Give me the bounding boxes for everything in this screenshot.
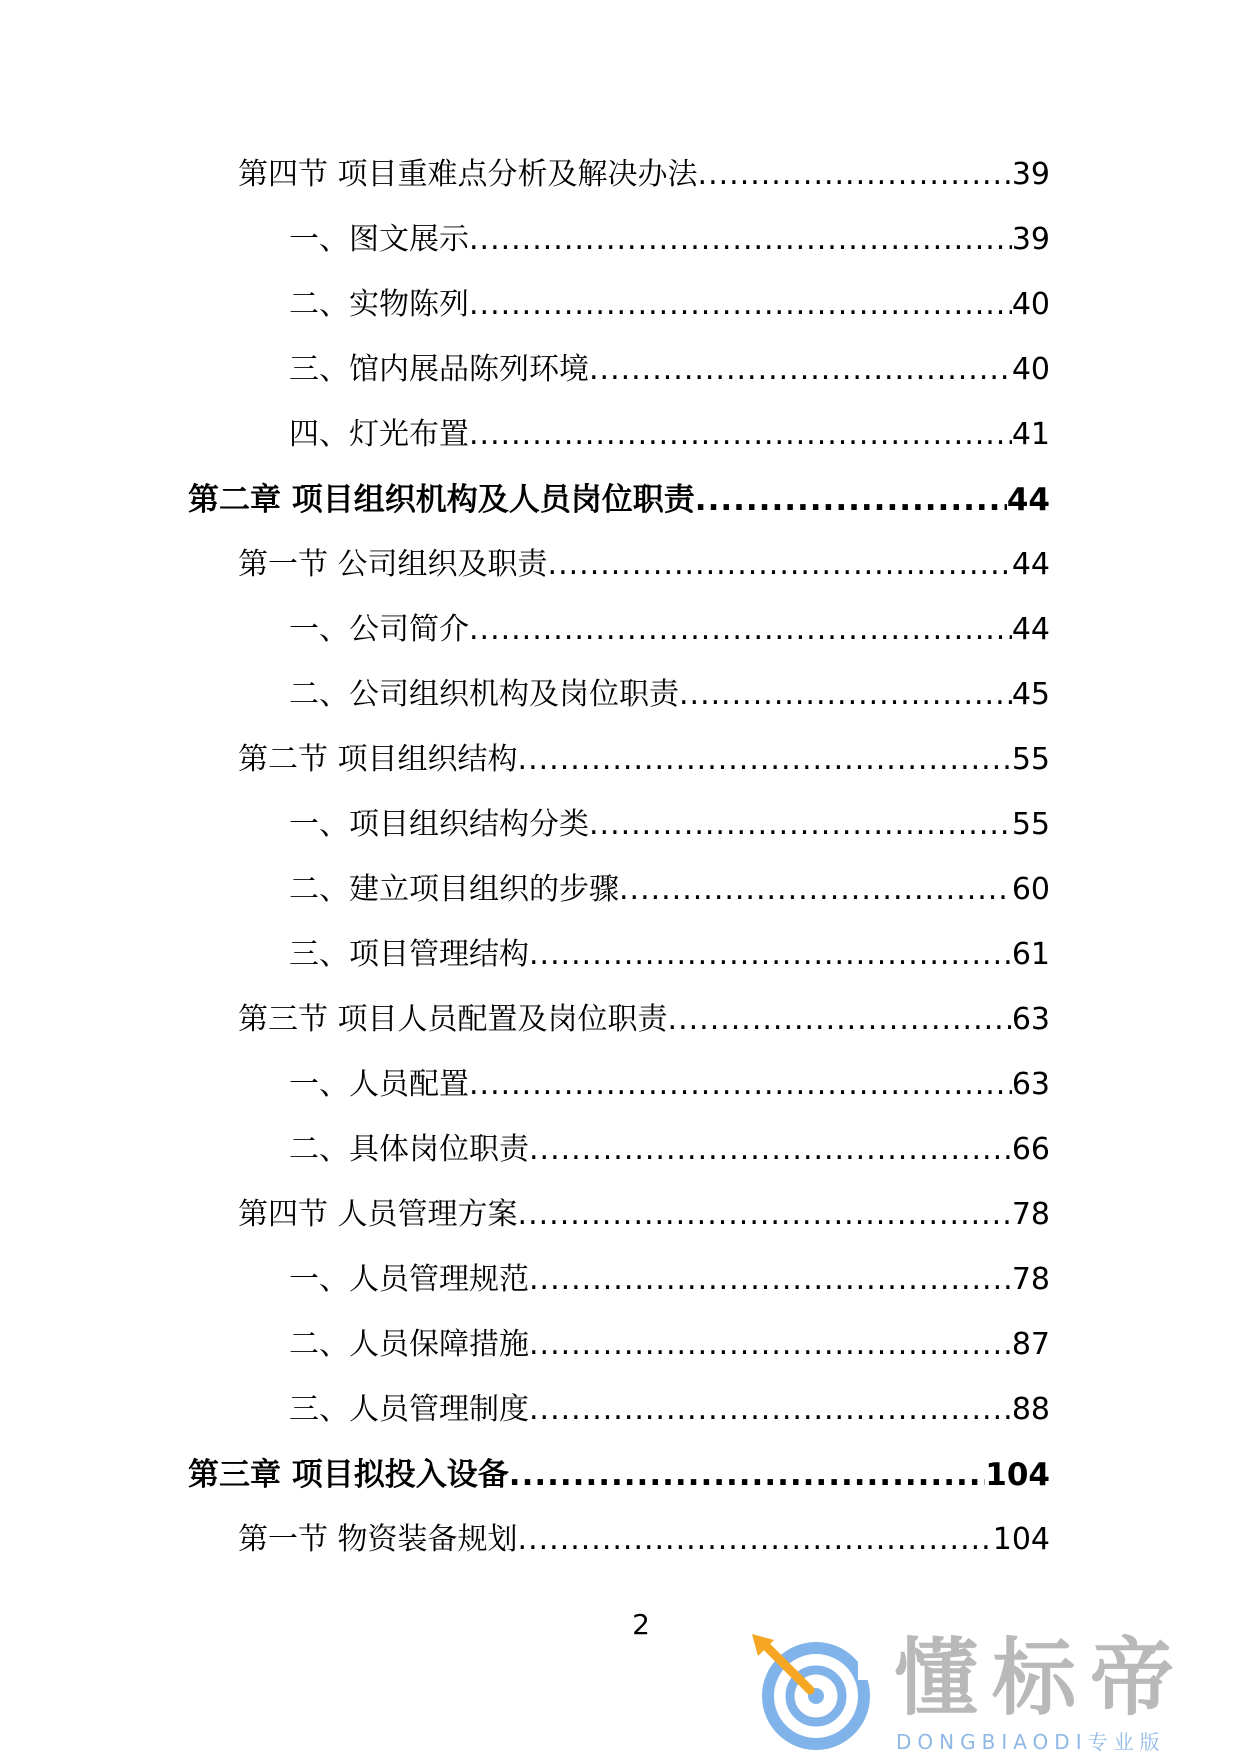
toc-entry-title: 一、公司简介 bbox=[289, 612, 469, 647]
watermark-subtitle: DONGBIAODI专业版 bbox=[896, 1730, 1166, 1754]
toc-dot-leader bbox=[469, 221, 1012, 259]
toc-dot-leader bbox=[589, 351, 1012, 389]
toc-entry-page: 87 bbox=[1011, 1327, 1050, 1362]
toc-entry-item[interactable] bbox=[0, 1391, 1241, 1456]
toc-dot-leader bbox=[469, 416, 1012, 454]
toc-entry-title: 第四节 项目重难点分析及解决办法 bbox=[238, 157, 698, 192]
toc-entry-page: 55 bbox=[1011, 742, 1050, 777]
table-of-contents bbox=[0, 156, 1241, 1586]
toc-entry-section[interactable] bbox=[0, 1001, 1241, 1066]
toc-entry-page: 104 bbox=[992, 1522, 1050, 1557]
toc-entry-item[interactable] bbox=[0, 1131, 1241, 1196]
toc-entry-page: 40 bbox=[1011, 352, 1050, 387]
toc-entry-item[interactable] bbox=[0, 936, 1241, 1001]
toc-entry-title: 第四节 人员管理方案 bbox=[238, 1197, 518, 1232]
toc-entry-title: 三、人员管理制度 bbox=[289, 1392, 529, 1427]
toc-entry-title: 一、人员管理规范 bbox=[289, 1262, 529, 1297]
toc-entry-page: 104 bbox=[985, 1457, 1050, 1493]
page-number: 2 bbox=[632, 1608, 650, 1641]
toc-entry-title: 二、具体岗位职责 bbox=[289, 1132, 529, 1167]
toc-entry-item[interactable] bbox=[0, 871, 1241, 936]
toc-entry-title: 第三章 项目拟投入设备 bbox=[188, 1457, 509, 1493]
toc-entry-page: 60 bbox=[1011, 872, 1050, 907]
toc-entry-page: 63 bbox=[1011, 1067, 1050, 1102]
toc-entry-page: 40 bbox=[1011, 287, 1050, 322]
target-arrow-icon bbox=[746, 1634, 874, 1752]
toc-dot-leader bbox=[469, 1066, 1012, 1104]
toc-dot-leader bbox=[469, 286, 1012, 324]
toc-entry-page: 55 bbox=[1011, 807, 1050, 842]
toc-entry-page: 78 bbox=[1011, 1262, 1050, 1297]
toc-entry-page: 61 bbox=[1011, 937, 1050, 972]
toc-entry-item[interactable] bbox=[0, 286, 1241, 351]
watermark bbox=[746, 1622, 1226, 1754]
toc-entry-page: 66 bbox=[1011, 1132, 1050, 1167]
toc-entry-page: 63 bbox=[1011, 1002, 1050, 1037]
toc-dot-leader bbox=[619, 871, 1012, 909]
toc-entry-title: 四、灯光布置 bbox=[289, 417, 469, 452]
toc-entry-title: 三、馆内展品陈列环境 bbox=[289, 352, 589, 387]
toc-entry-item[interactable] bbox=[0, 676, 1241, 741]
toc-dot-leader bbox=[529, 936, 1012, 974]
toc-entry-item[interactable] bbox=[0, 351, 1241, 416]
toc-dot-leader bbox=[698, 156, 1012, 194]
toc-dot-leader bbox=[529, 1131, 1012, 1169]
toc-entry-title: 一、图文展示 bbox=[289, 222, 469, 257]
toc-dot-leader bbox=[589, 806, 1012, 844]
toc-dot-leader bbox=[518, 741, 1012, 779]
toc-entry-section[interactable] bbox=[0, 156, 1241, 221]
toc-entry-chapter[interactable] bbox=[0, 1456, 1241, 1521]
toc-entry-title: 二、实物陈列 bbox=[289, 287, 469, 322]
toc-entry-section[interactable] bbox=[0, 1521, 1241, 1586]
toc-entry-page: 44 bbox=[1011, 547, 1050, 582]
toc-dot-leader bbox=[518, 1196, 1012, 1234]
toc-entry-section[interactable] bbox=[0, 546, 1241, 611]
toc-entry-section[interactable] bbox=[0, 1196, 1241, 1261]
toc-dot-leader bbox=[548, 546, 1012, 584]
toc-entry-section[interactable] bbox=[0, 741, 1241, 806]
toc-entry-title: 二、建立项目组织的步骤 bbox=[289, 872, 619, 907]
toc-entry-title: 三、项目管理结构 bbox=[289, 937, 529, 972]
toc-entry-item[interactable] bbox=[0, 1066, 1241, 1131]
toc-dot-leader bbox=[469, 611, 1012, 649]
toc-entry-item[interactable] bbox=[0, 1261, 1241, 1326]
toc-entry-item[interactable] bbox=[0, 611, 1241, 676]
toc-entry-title: 一、项目组织结构分类 bbox=[289, 807, 589, 842]
toc-entry-page: 41 bbox=[1011, 417, 1050, 452]
toc-entry-item[interactable] bbox=[0, 221, 1241, 286]
toc-entry-chapter[interactable] bbox=[0, 481, 1241, 546]
toc-entry-title: 第二章 项目组织机构及人员岗位职责 bbox=[188, 482, 695, 518]
toc-entry-item[interactable] bbox=[0, 416, 1241, 481]
toc-entry-title: 二、人员保障措施 bbox=[289, 1327, 529, 1362]
toc-entry-title: 第一节 物资装备规划 bbox=[238, 1522, 518, 1557]
toc-dot-leader bbox=[518, 1521, 993, 1559]
toc-entry-title: 第三节 项目人员配置及岗位职责 bbox=[238, 1002, 668, 1037]
toc-entry-page: 39 bbox=[1011, 157, 1050, 192]
toc-entry-title: 第一节 公司组织及职责 bbox=[238, 547, 548, 582]
watermark-name: 懂标帝 bbox=[894, 1629, 1189, 1727]
toc-entry-item[interactable] bbox=[0, 806, 1241, 871]
toc-entry-page: 78 bbox=[1011, 1197, 1050, 1232]
toc-entry-page: 45 bbox=[1011, 677, 1050, 712]
toc-dot-leader bbox=[695, 481, 1007, 519]
toc-dot-leader bbox=[668, 1001, 1012, 1039]
toc-entry-title: 一、人员配置 bbox=[289, 1067, 469, 1102]
toc-dot-leader bbox=[509, 1456, 985, 1494]
toc-dot-leader bbox=[679, 676, 1012, 714]
toc-entry-title: 第二节 项目组织结构 bbox=[238, 742, 518, 777]
toc-dot-leader bbox=[529, 1326, 1012, 1364]
toc-entry-page: 44 bbox=[1006, 482, 1050, 518]
toc-entry-title: 二、公司组织机构及岗位职责 bbox=[289, 677, 679, 712]
toc-entry-page: 88 bbox=[1011, 1392, 1050, 1427]
toc-entry-page: 39 bbox=[1011, 222, 1050, 257]
toc-dot-leader bbox=[529, 1391, 1012, 1429]
toc-entry-item[interactable] bbox=[0, 1326, 1241, 1391]
toc-entry-page: 44 bbox=[1011, 612, 1050, 647]
toc-dot-leader bbox=[529, 1261, 1012, 1299]
